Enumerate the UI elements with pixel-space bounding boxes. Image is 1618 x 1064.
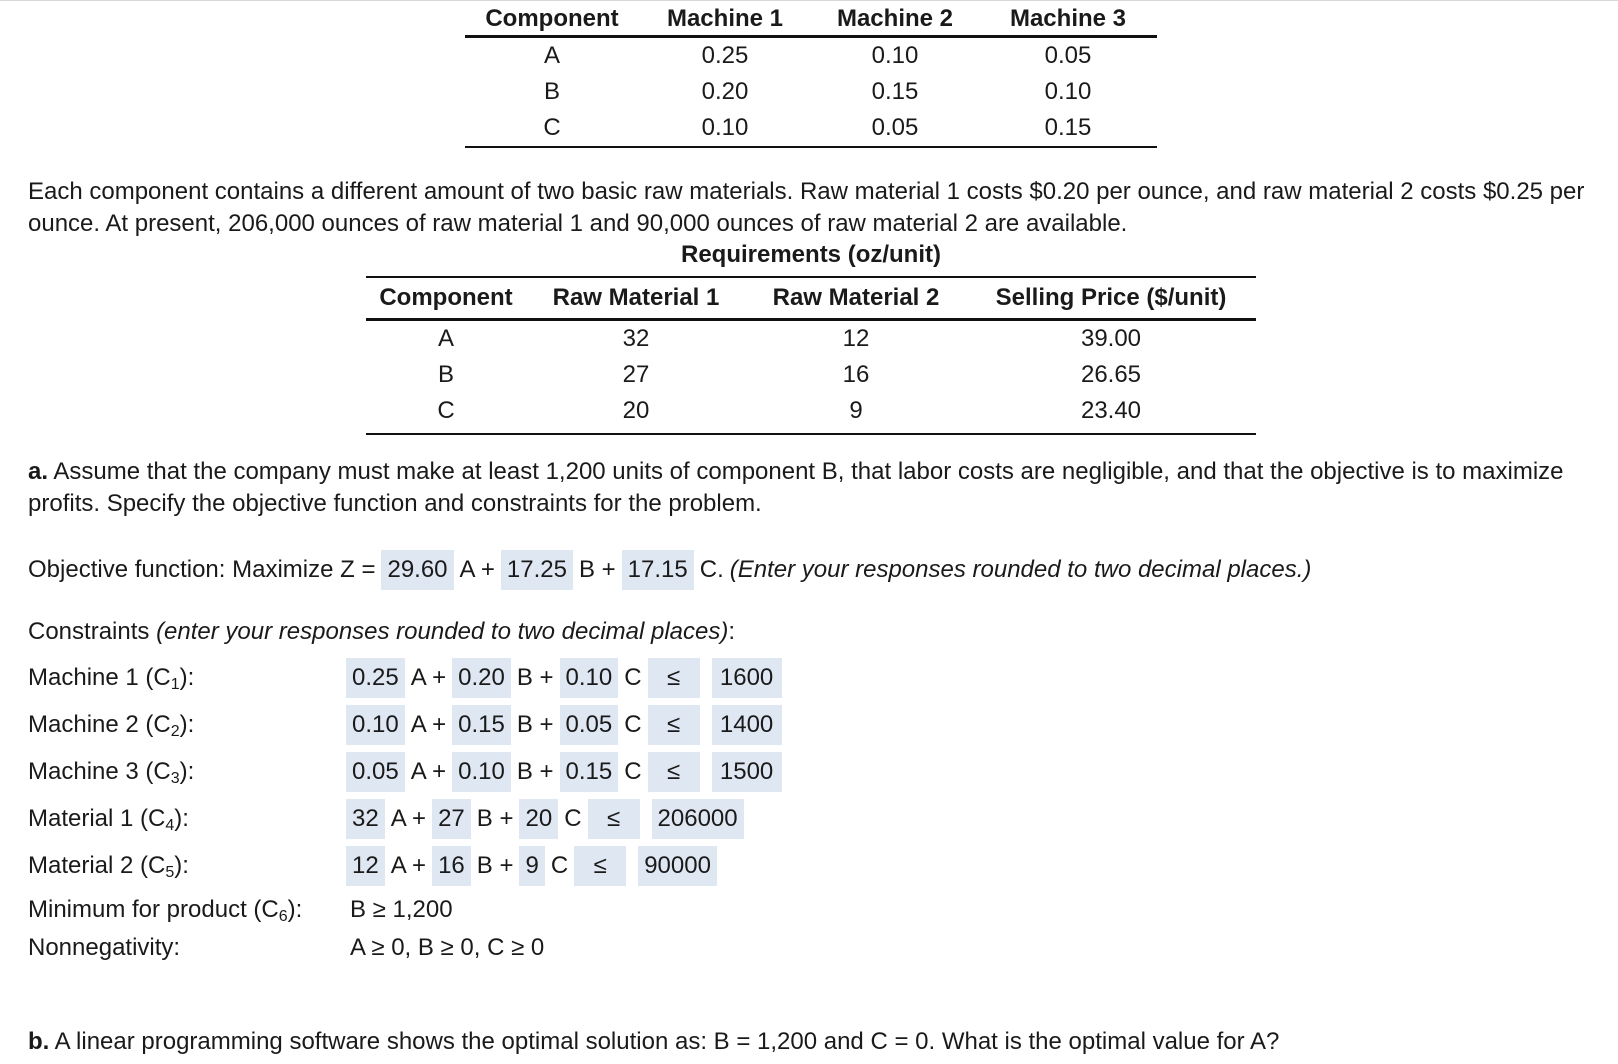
- table-row: [465, 110, 1157, 147]
- part-b-marker: b.: [28, 1028, 50, 1055]
- table-cell: 0.15: [871, 77, 919, 105]
- table-cell: 32: [622, 325, 650, 352]
- variable-c-label: C: [624, 758, 642, 785]
- objective-var-c: C.: [699, 556, 724, 583]
- column-header: Component: [379, 284, 513, 311]
- constraint-coef-b-input[interactable]: 0.15: [452, 705, 511, 745]
- table-cell: B: [437, 361, 454, 388]
- variable-b-label: B +: [476, 805, 514, 832]
- objective-var-a: A +: [459, 556, 495, 583]
- constraint-expression-material-1: [346, 799, 750, 839]
- column-header: Component: [485, 4, 619, 32]
- table-cell: 27: [622, 361, 650, 388]
- nonnegativity-label: Nonnegativity:: [28, 934, 181, 961]
- table-cell: 0.15: [979, 110, 1157, 147]
- constraint-coef-c-input[interactable]: 0.10: [560, 658, 619, 698]
- constraint-coef-a-input[interactable]: 0.25: [346, 658, 405, 698]
- table-row: [366, 393, 1256, 434]
- part-a-text: Assume that the company must make at least 1,200 units of component B, that labor costs are negligible, and that the objective is to maximize profits. Specify the objective function and constraints for the problem.: [28, 458, 1564, 517]
- constraint-coef-b-input[interactable]: 27: [432, 799, 471, 839]
- constraint-rhs-input[interactable]: 1400: [712, 705, 782, 745]
- inequality-select[interactable]: ≤: [588, 799, 640, 839]
- constraint-coef-c-input[interactable]: 20: [519, 799, 558, 839]
- table-cell: 0.10: [871, 41, 919, 69]
- column-header: Machine 1: [666, 4, 784, 32]
- table-cell: 39.00: [1080, 325, 1142, 352]
- objective-function-line: [28, 550, 1317, 590]
- constraint-expression-material-2: [346, 846, 723, 886]
- objective-prefix: Objective function: Maximize Z =: [28, 556, 376, 583]
- machine-time-table: [465, 0, 1157, 148]
- requirements-caption: Requirements (oz/unit): [680, 241, 941, 268]
- constraint-coef-b-input[interactable]: 0.20: [452, 658, 511, 698]
- materials-paragraph: Each component contains a different amount of two basic raw materials. Raw material 1 costs $0.20 per ounce, and raw material 2 costs $0.25 per ounce. At present, 206,000 ounces of raw material 1 and 90,000 ounces of raw material 2 are available.: [28, 178, 1585, 237]
- table-cell: 23.40: [966, 393, 1256, 434]
- variable-c-label: C: [624, 711, 642, 738]
- table-row: [465, 74, 1157, 110]
- table-cell: C: [465, 110, 639, 147]
- constraint-label-machine-2: Machine 2 $(C_2)$:: [28, 711, 195, 740]
- table-cell: 20: [526, 393, 746, 434]
- table-cell: 0.05: [1044, 41, 1092, 69]
- table-cell: 0.10: [1044, 77, 1092, 105]
- variable-c-label: C: [564, 805, 582, 832]
- constraint-label-machine-1: Machine 1 $(C_1)$:: [28, 664, 195, 693]
- constraint-label-material-1: Material 1 $(C_4)$:: [28, 805, 189, 834]
- objective-coef-c-input[interactable]: 17.15: [622, 550, 694, 590]
- min-product-expression: B ≥ 1,200: [350, 896, 453, 923]
- table-cell: C: [366, 393, 526, 434]
- constraint-rhs-input[interactable]: 90000: [638, 846, 717, 886]
- table-cell: 9: [746, 393, 966, 434]
- variable-b-label: B +: [516, 711, 554, 738]
- nonnegativity-expression: A ≥ 0, B ≥ 0, C ≥ 0: [350, 934, 545, 961]
- part-b-question: [28, 1026, 1588, 1058]
- table-header-row: [465, 0, 1157, 36]
- constraint-rhs-input[interactable]: 1500: [712, 752, 782, 792]
- table-cell: A: [437, 325, 454, 352]
- constraint-label-min-product: Minimum for product $(C_6)$:: [28, 896, 303, 925]
- constraint-rhs-input[interactable]: 1600: [712, 658, 782, 698]
- inequality-select[interactable]: ≤: [574, 846, 626, 886]
- constraints-colon: :: [728, 618, 736, 645]
- variable-a-label: A +: [410, 758, 447, 785]
- constraint-coef-a-input[interactable]: 0.05: [346, 752, 405, 792]
- constraint-coef-c-input[interactable]: 9: [519, 846, 544, 886]
- inequality-select[interactable]: ≤: [648, 752, 700, 792]
- constraints-hint: (enter your responses rounded to two decimal places): [156, 618, 729, 645]
- constraint-coef-a-input[interactable]: 32: [346, 799, 385, 839]
- requirements-table: [366, 276, 1256, 435]
- table-cell: 16: [842, 361, 870, 388]
- table-cell: 0.25: [701, 41, 749, 69]
- table-cell: A: [543, 41, 560, 69]
- constraint-coef-b-input[interactable]: 16: [432, 846, 471, 886]
- part-a-question: [28, 456, 1588, 520]
- constraint-coef-a-input[interactable]: 12: [346, 846, 385, 886]
- constraint-coef-c-input[interactable]: 0.15: [560, 752, 619, 792]
- inequality-select[interactable]: ≤: [648, 705, 700, 745]
- constraint-coef-a-input[interactable]: 0.10: [346, 705, 405, 745]
- table-header-row: [366, 277, 1256, 320]
- constraint-label-machine-3: Machine 3 $(C_3)$:: [28, 758, 195, 787]
- constraint-expression-machine-1: [346, 658, 788, 698]
- objective-coef-b-input[interactable]: 17.25: [501, 550, 573, 590]
- table-row: [465, 36, 1157, 74]
- table-row: [366, 320, 1256, 358]
- variable-b-label: B +: [516, 758, 554, 785]
- table-row: [366, 357, 1256, 393]
- part-b-text: A linear programming software shows the optimal solution as: B = 1,200 and C = 0. What is the optimal value for A?: [54, 1028, 1280, 1055]
- part-a-marker: a.: [28, 458, 49, 485]
- variable-b-label: B +: [476, 852, 514, 879]
- objective-hint: (Enter your responses rounded to two decimal places.): [729, 556, 1312, 583]
- variable-c-label: C: [624, 664, 642, 691]
- column-header: Selling Price ($/unit): [995, 284, 1227, 311]
- variable-a-label: A +: [410, 664, 447, 691]
- table-cell: 0.10: [639, 110, 811, 147]
- table-cell: 0.05: [811, 110, 979, 147]
- variable-b-label: B +: [516, 664, 554, 691]
- constraint-rhs-input[interactable]: 206000: [652, 799, 744, 839]
- constraint-coef-c-input[interactable]: 0.05: [560, 705, 619, 745]
- variable-a-label: A +: [390, 852, 427, 879]
- table-cell: 26.65: [1080, 361, 1142, 388]
- objective-var-b: B +: [578, 556, 616, 583]
- constraint-expression-machine-2: [346, 705, 788, 745]
- column-header: Machine 3: [1009, 4, 1127, 32]
- inequality-select[interactable]: ≤: [648, 658, 700, 698]
- column-header: Raw Material 2: [772, 284, 940, 311]
- constraint-label-material-2: Material 2 $(C_5)$:: [28, 852, 189, 881]
- column-header: Raw Material 1: [552, 284, 720, 311]
- constraints-heading: [28, 612, 735, 652]
- variable-a-label: A +: [390, 805, 427, 832]
- constraint-expression-machine-3: [346, 752, 788, 792]
- constraint-coef-b-input[interactable]: 0.10: [452, 752, 511, 792]
- table-cell: B: [543, 77, 560, 105]
- variable-a-label: A +: [410, 711, 447, 738]
- objective-coef-a-input[interactable]: 29.60: [381, 550, 453, 590]
- column-header: Machine 2: [836, 4, 954, 32]
- constraints-label: Constraints: [28, 618, 150, 645]
- table-cell: 0.20: [701, 77, 749, 105]
- variable-c-label: C: [550, 852, 569, 879]
- table-cell: 12: [842, 325, 870, 352]
